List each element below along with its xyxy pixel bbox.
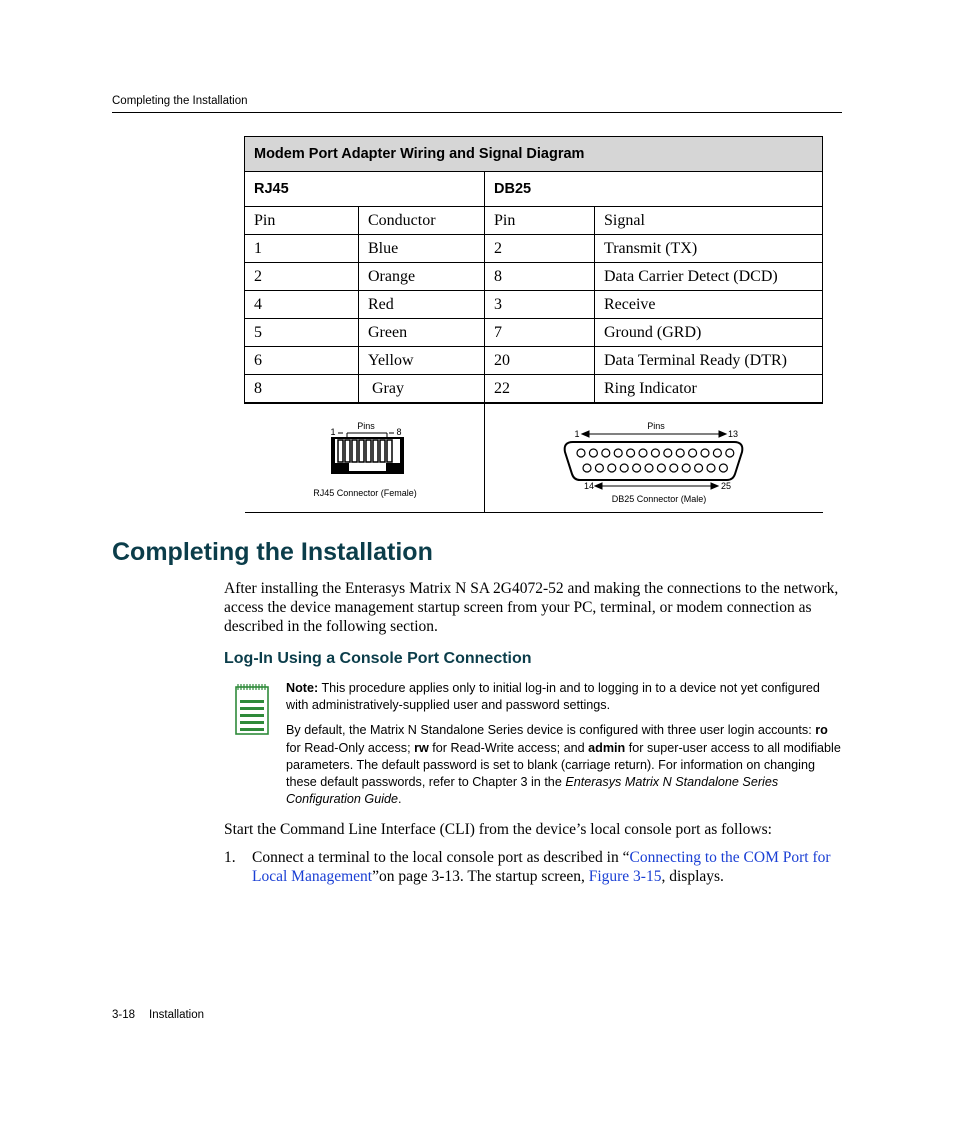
table-cell: 20 bbox=[485, 347, 595, 375]
rj45-pin-first: 1 bbox=[329, 427, 336, 437]
db25-pin bbox=[627, 449, 635, 457]
table-cell: Green bbox=[359, 319, 485, 347]
connector-diagram-row bbox=[245, 403, 823, 513]
db25-pin bbox=[664, 449, 672, 457]
table-cell: Yellow bbox=[359, 347, 485, 375]
db25-diagram-cell bbox=[485, 403, 823, 513]
step-text-part: Connect a terminal to the local console port as described in “ bbox=[252, 849, 630, 866]
step-text bbox=[252, 848, 844, 886]
rj45-pins-label: Pins bbox=[356, 421, 375, 431]
db25-pin bbox=[689, 449, 697, 457]
rj45-diagram-cell bbox=[245, 403, 485, 513]
db25-pin bbox=[682, 464, 690, 472]
running-head: Completing the Installation bbox=[112, 95, 248, 107]
table-cell: 8 bbox=[485, 263, 595, 291]
db25-pin bbox=[620, 464, 628, 472]
table-row bbox=[245, 235, 823, 263]
db25-pin-top-last: 13 bbox=[727, 429, 739, 439]
table-row bbox=[245, 291, 823, 319]
rj45-connector-diagram bbox=[245, 404, 485, 512]
table-cell: 3 bbox=[485, 291, 595, 319]
table-cell: Red bbox=[359, 291, 485, 319]
table-cell: Transmit (TX) bbox=[595, 235, 823, 263]
column-header: Signal bbox=[595, 207, 823, 235]
table-cell: 1 bbox=[245, 235, 359, 263]
note-icon bbox=[235, 683, 269, 735]
table-cell: Ground (GRD) bbox=[595, 319, 823, 347]
table-cell: Receive bbox=[595, 291, 823, 319]
db25-pin bbox=[701, 449, 709, 457]
db25-pin bbox=[695, 464, 703, 472]
db25-pin bbox=[589, 449, 597, 457]
db25-pin bbox=[602, 449, 610, 457]
table-row bbox=[245, 319, 823, 347]
account-admin: admin bbox=[588, 740, 626, 755]
intro-paragraph: After installing the Enterasys Matrix N SA 2G4072-52 and making the connections to the network, access the device management startup screen from your PC, terminal, or modem connection as described in the following section. bbox=[224, 580, 839, 635]
db25-pin bbox=[614, 449, 622, 457]
rj45-jack-icon bbox=[331, 437, 404, 474]
db25-pin bbox=[713, 449, 721, 457]
table-row bbox=[245, 375, 823, 404]
table-row bbox=[245, 263, 823, 291]
table-cell: 2 bbox=[245, 263, 359, 291]
table-cell: 4 bbox=[245, 291, 359, 319]
db25-pin bbox=[707, 464, 715, 472]
account-ro: ro bbox=[815, 723, 828, 738]
cli-paragraph: Start the Command Line Interface (CLI) from the device’s local console port as follows: bbox=[224, 821, 772, 838]
rj45-caption: RJ45 Connector (Female) bbox=[312, 488, 417, 498]
note-label: Note: bbox=[286, 681, 319, 695]
db25-caption: DB25 Connector (Male) bbox=[611, 494, 707, 504]
db25-connector-diagram bbox=[485, 404, 823, 512]
db25-pin bbox=[577, 449, 585, 457]
table-cell: 8 bbox=[245, 375, 359, 404]
db25-pin bbox=[651, 449, 659, 457]
note-text: for Read-Write access; and bbox=[428, 740, 589, 755]
table-cell: 2 bbox=[485, 235, 595, 263]
db25-pin bbox=[583, 464, 591, 472]
table-cell: 22 bbox=[485, 375, 595, 404]
db25-pin-bottom-first: 14 bbox=[583, 481, 595, 491]
step-number: 1. bbox=[224, 849, 236, 866]
subsection-title: Log-In Using a Console Port Connection bbox=[224, 650, 532, 667]
table-caption-row bbox=[245, 137, 823, 172]
step-text-part: ”on page 3-13. The startup screen, bbox=[372, 868, 589, 885]
db25-plug-icon bbox=[565, 442, 743, 480]
group-db25: DB25 bbox=[485, 172, 823, 207]
table-cell: Gray bbox=[359, 375, 485, 404]
link-connecting-com-port[interactable]: Connecting to the COM Port for Local Management bbox=[252, 849, 831, 885]
db25-pin bbox=[633, 464, 641, 472]
section-title: Completing the Installation bbox=[112, 538, 433, 566]
note-paragraph bbox=[286, 680, 842, 714]
chapter-name: Installation bbox=[149, 1009, 205, 1021]
table-cell: Data Carrier Detect (DCD) bbox=[595, 263, 823, 291]
db25-pin bbox=[719, 464, 727, 472]
page-footer bbox=[112, 1009, 204, 1021]
db25-pins-label: Pins bbox=[647, 421, 665, 431]
table-cell: Data Terminal Ready (DTR) bbox=[595, 347, 823, 375]
table-group-row bbox=[245, 172, 823, 207]
note-text: for Read-Only access; bbox=[286, 740, 415, 755]
table-row bbox=[245, 347, 823, 375]
table-cell: Orange bbox=[359, 263, 485, 291]
note-text: By default, the Matrix N Standalone Series device is configured with three user login accounts: bbox=[286, 723, 816, 738]
table-cell: Ring Indicator bbox=[595, 375, 823, 404]
table-caption: Modem Port Adapter Wiring and Signal Diagram bbox=[245, 137, 823, 172]
wiring-table bbox=[244, 136, 823, 513]
link-figure-3-15[interactable]: Figure 3-15 bbox=[588, 868, 662, 885]
db25-pin bbox=[676, 449, 684, 457]
note-paragraph-accounts bbox=[286, 722, 842, 808]
note-block bbox=[286, 680, 842, 816]
db25-pin bbox=[670, 464, 678, 472]
column-header: Pin bbox=[485, 207, 595, 235]
db25-pin bbox=[639, 449, 647, 457]
table-cell: 5 bbox=[245, 319, 359, 347]
db25-pin-top-first: 1 bbox=[574, 429, 580, 439]
db25-pin bbox=[608, 464, 616, 472]
table-cell: Blue bbox=[359, 235, 485, 263]
header-rule bbox=[112, 112, 842, 113]
db25-pin bbox=[657, 464, 665, 472]
account-rw: rw bbox=[414, 740, 429, 755]
note-text: . bbox=[398, 792, 402, 807]
column-header: Conductor bbox=[359, 207, 485, 235]
column-header: Pin bbox=[245, 207, 359, 235]
table-cell: 7 bbox=[485, 319, 595, 347]
db25-pin bbox=[595, 464, 603, 472]
step-text-part: , displays. bbox=[661, 868, 724, 885]
table-header-row bbox=[245, 207, 823, 235]
note-text: for super-user access to all modifiable parameters. The default password is set to blank (carriage return). For information on changing these default passwords, refer to Chapter 3 in the bbox=[286, 740, 841, 790]
db25-pin bbox=[645, 464, 653, 472]
db25-pin-bottom-last: 25 bbox=[720, 481, 732, 491]
note-text: This procedure applies only to initial log-in and to logging in to a device not yet configured with administratively-supplied user and password settings. bbox=[286, 681, 820, 713]
db25-pin bbox=[726, 449, 734, 457]
page-number: 3-18 bbox=[112, 1009, 136, 1021]
table-cell: 6 bbox=[245, 347, 359, 375]
group-rj45: RJ45 bbox=[245, 172, 485, 207]
rj45-pin-last: 8 bbox=[395, 427, 402, 437]
guide-title: Enterasys Matrix N Standalone Series Configuration Guide bbox=[286, 775, 779, 807]
